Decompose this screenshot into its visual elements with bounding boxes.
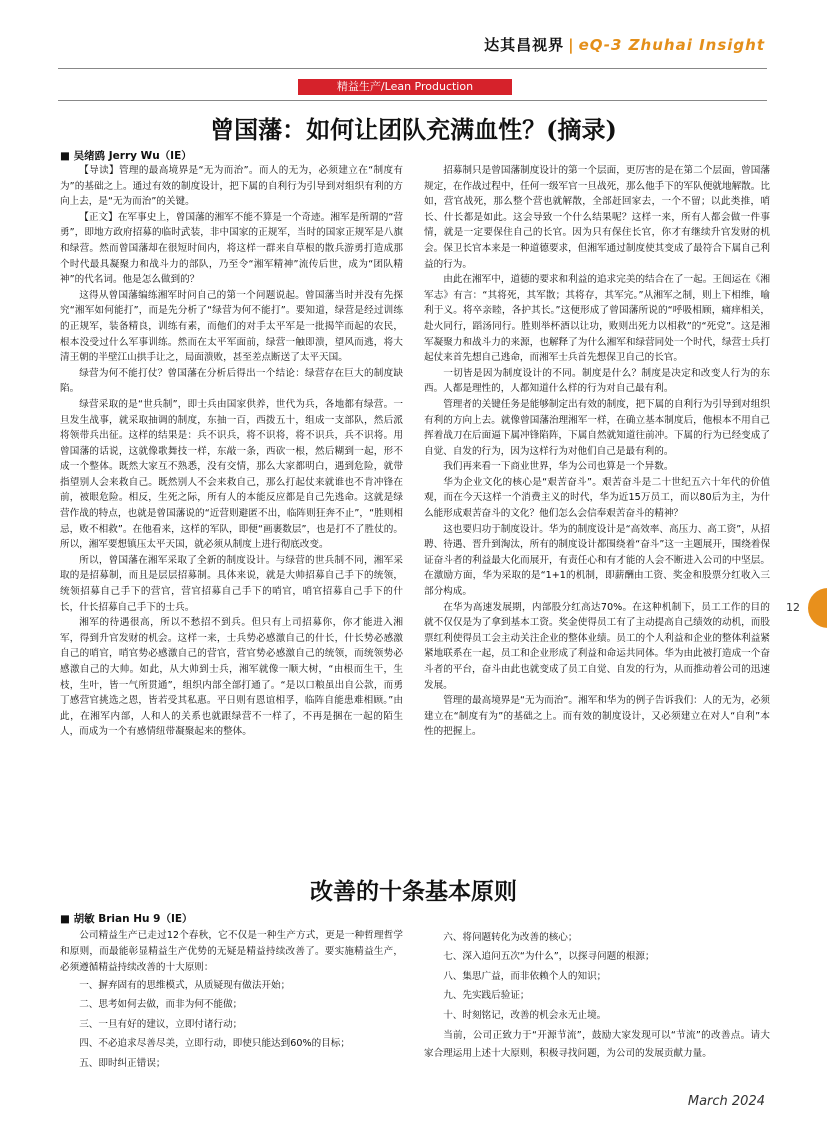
article2-title: 改善的十条基本原则: [310, 878, 517, 905]
article1-paragraph: 一切皆是因为制度设计的不同。制度是什么？制度是决定和改变人行为的东西。人都是理性的，人都知道什么样的行为对自己最有利。: [424, 367, 770, 395]
article1-paragraph: 绿营采取的是“世兵制”，即士兵由国家供养，世代为兵，各地都有绿营。一旦发生战事，就采取抽调的制度，东抽一百，西拨五十，组成一支部队，然后派将领带兵出征。这样的结果是：兵不识兵，将不识将，将不识兵，兵不识将。用曾国藩的话说，这就像歌舞技一样，东敲一条，西砍一根，然后糊到一起，形不成一个整体。既然大家互不熟悉，没有交情，那么大家都明白，遇到危险，就带指望别人会来救自己。既然别人不会来救自己，那么打起仗来就谁也不肯冲锋在前，被眼危险。相反，生死之际，所有人的本能反应都是自己先逃命。这就是绿营作战的特点，也就是曾国藩说的“近营则避匿不出，临阵则狂奔不止”，“胜则相忌，败不相救”。在他看来，这样的军队，即便“画裹数层”，也是打不了胜仗的。所以，湘军要想镇压太平天国，就必须从制度上进行彻底改变。: [60, 398, 403, 551]
article2-left-column: [60, 928, 403, 1073]
section-rule: [58, 100, 767, 101]
article1-paragraph: 华为企业文化的核心是“艰苦奋斗”。艰苦奋斗是二十世纪五六十年代的价值观，而在今天这样一个消费主义的时代，华为近15万员工，而以80后为主，为什么能形成艰苦奋斗的文化？他们怎么会信奉艰苦奋斗的精神？: [424, 476, 770, 520]
principles-list-right: [424, 928, 770, 1025]
article1-paragraph: 在华为高速发展期，内部股分红高达70%。在这种机制下，员工工作的目的就不仅仅是为了拿到基本工资。奖金使得员工有了主动提高自己绩效的动机，而股票红利使得员工会主动关注企业的整体业绩。员工的个人利益和企业的整体利益紧紧地联系在一起，员工和企业形成了利益和命运共同体。华为由此被打造成一个奋斗者的平台，奋斗由此也就变成了员工自觉、自发的行为，从而推动着公司的迅速发展。: [424, 601, 770, 691]
article2-right-column: [424, 928, 770, 1063]
article1-paragraph: 这也要归功于制度设计。华为的制度设计是“高效率、高压力、高工资”，从招聘、待遇、晋升到淘汰，所有的制度设计都围绕着“奋斗”这一主题展开，围绕着保证奋斗者的利益最大化而展开，有责任心和有才能的人会不断进入公司的中坚层。在激励方面，华为采取的是“1+1的机制，即薪酬由工资、奖金和股票分红收入三部分构成。: [424, 523, 770, 598]
footer-date: March 2024: [687, 1094, 765, 1109]
principle-item: 九、先实践后验证；: [443, 990, 530, 1002]
article1-paragraph: 【正文】在军事史上，曾国藩的湘军不能不算是一个奇迹。湘军是所谓的“营勇”，即地方政府招募的临时武装，非中国家的正规军，当时的国家正规军是八旗和绿营。然而曾国藩却在很短时间内，将这样一群来自草根的散兵游勇打造成那个时代最具凝聚力和战斗力的部队，乃至令“湘军精神”流传后世，成为“团队精神”的代名词。他是怎么做到的？: [60, 211, 403, 286]
principle-item: 六、将问题转化为改善的核心；: [443, 932, 578, 943]
magazine-header: [484, 34, 765, 55]
principle-item: 二、思考如何去做，而非为何不能做；: [79, 999, 243, 1011]
principles-list-left: [60, 976, 403, 1073]
article1-left-column: [60, 163, 403, 740]
brand-en: eQ-3 Zhuhai Insight: [578, 36, 765, 54]
article2-intro: 公司精益生产已走过12个春秋，它不仅是一种生产方式，更是一种哲理哲学和原则，而最能彰显精益生产优势的无疑是精益持续改善了。要实施精益生产，必须遵循精益持续改善的十大原则：: [60, 930, 403, 973]
header-separator: |: [568, 36, 575, 54]
brand-cn: 达其昌视界: [484, 36, 565, 54]
article1-author: ■ 吴绪鸥 Jerry Wu（IE）: [60, 150, 192, 162]
page-tab-marker: [808, 588, 827, 628]
article1-paragraph: 管理者的关键任务是能够制定出有效的制度，把下属的自利行为引导到对组织有利的方向上去。就像曾国藩治理湘军一样，在确立基本制度后，他根本不用自己挥着战刀在后面逼下属冲锋陷阵，下属自然就知道往前冲。下属的行为已经变成了自觉、自发的行为，因为这样行为对他们自己是最有利的。: [424, 398, 770, 457]
article1-paragraph: 绿营为何不能打仗？曾国藩在分析后得出一个结论：绿营存在巨大的制度缺陷。: [60, 367, 403, 395]
principle-item: 七、深入追问五次“为什么”，以探寻问题的根源；: [443, 951, 655, 963]
header-rule: [58, 68, 767, 69]
article1-paragraph: 这得从曾国藩编练湘军时问自己的第一个问题说起。曾国藩当时并没有先探究“湘军如何能打”，而是先分析了“绿营为何不能打”。要知道，绿营是经过训练的正规军，装备精良，训练有素，而他们的对手太平军是一批揭竿而起的农民，根本没受过什么军事训练。然而在太平军面前，绿营一触即溃，望风而逃，将大清王朝的半壁江山拱手让之，局面溃败，甚至差点断送了太平天国。: [60, 289, 403, 364]
principle-item: 八、集思广益，而非依赖个人的知识；: [443, 970, 607, 982]
article1-title: 曾国藩：如何让团队充满血性？(摘录): [210, 115, 617, 144]
article2-closing: 当前，公司正致力于“开源节流”，鼓励大家发现可以“节流”的改善点。请大家合理运用上述十大原则，积极寻找问题，为公司的发展贡献力量。: [424, 1030, 770, 1060]
principle-item: 四、不必追求尽善尽美，立即行动，即使只能达到60%的目标；: [79, 1038, 350, 1050]
article1-paragraph: 【导读】管理的最高境界是“无为而治”。而人的无为，必须建立在“制度有为”的基础之上。通过有效的制度设计，把下属的自利行为引导到对组织有利的方向上去，是“无为而治”的关键。: [60, 165, 403, 208]
article1-right-column: [424, 163, 770, 740]
article1-paragraph: 我们再来看一下商业世界，华为公司也算是一个异数。: [443, 461, 674, 473]
principle-item: 一、摒弃固有的思维模式，从质疑现有做法开始；: [79, 980, 291, 991]
principle-item: 五、即时纠正错误；: [79, 1057, 166, 1069]
article1-paragraph: 湘军的待遇很高，所以不愁招不到兵。但只有上司招募你，你才能进入湘军，得到升官发财的机会。这样一来，士兵势必感激自己的什长，什长势必感激自己的哨官，哨官势必感激自己的营官，营官势必感激自己的统领，而统领势必感激自己的大帅。如此，从大帅到士兵，湘军就像一顺大树，“由根而生干，生枝，生叶，皆一气所贯通”，组织内部全部打通了。“是以口粮虽出自公款，而勇丁感营官挑选之恩，皆若受其私惠。平日则有恩谊相孚，临阵自能患难相顾。”由此，在湘军内部，人和人的关系也就跟绿营不一样了，不再是捆在一起的陌生人，而成为一个有感情纽带凝聚起来的整体。: [60, 617, 403, 738]
article1-paragraph: 由此在湘军中，道德的要求和利益的追求完美的结合在了一起。王闿运在《湘军志》有言：“其将死，其军散；其将存，其军完。”从湘军之制，则上下相维，喻利于义。将卒亲睦，各护其长。”这便形成了曾国藩所说的“呼吸相顾，痛痒相关，赴火同行，蹈汤同行。胜则举杯酒以让功，败则出死力以相救”的“死党”。这是湘军凝聚力和战斗力的来源，也解释了为什么湘军和绿营同处一个时代，绿营士兵打起仗来首先想自己逃命，而湘军士兵首先想保卫自己的长官。: [424, 274, 770, 364]
article1-paragraph: 招募制只是曾国藩制度设计的第一个层面，更厉害的是在第二个层面，曾国藩规定，在作战过程中，任何一级军官一旦战死，那么他手下的军队便就地解散。比如，营官战死，那么整个营也就解散，全部赶回家去，一个不留；以此类推，哨长、什长都是如此。这会导致一个什么结果呢？这样一来，所有人都会做一件事情，就是一定要保住自己的长官。因为只有保住长官，你才有继续升官发财的机会。保卫长官本来是一种道德要求，但湘军通过制度使其变成了最符合下属自己利益的行为。: [424, 165, 770, 270]
page-number: 12: [786, 601, 800, 614]
section-label: 精益生产/Lean Production: [298, 79, 512, 95]
article1-paragraph: 所以，曾国藩在湘军采取了全新的制度设计。与绿营的世兵制不同，湘军采取的是招募制，而且是层层招募制。具体来说，就是大帅招募自己手下的统领，统领招募自己手下的营官，营官招募自己手下的哨官，哨官招募自己手下的什长，什长招募自己手下的士兵。: [60, 554, 403, 613]
article2-author: ■ 胡敏 Brian Hu 9（IE）: [60, 913, 193, 925]
principle-item: 十、时刻铭记，改善的机会永无止境。: [443, 1009, 607, 1021]
article1-paragraph: 管理的最高境界是“无为而治”。湘军和华为的例子告诉我们：人的无为，必须建立在“制度有为”的基础之上。而有效的制度设计，又必须建立在对人“自利”本性的把握上。: [424, 695, 770, 738]
principle-item: 三、一旦有好的建议，立即付诸行动；: [79, 1018, 243, 1030]
